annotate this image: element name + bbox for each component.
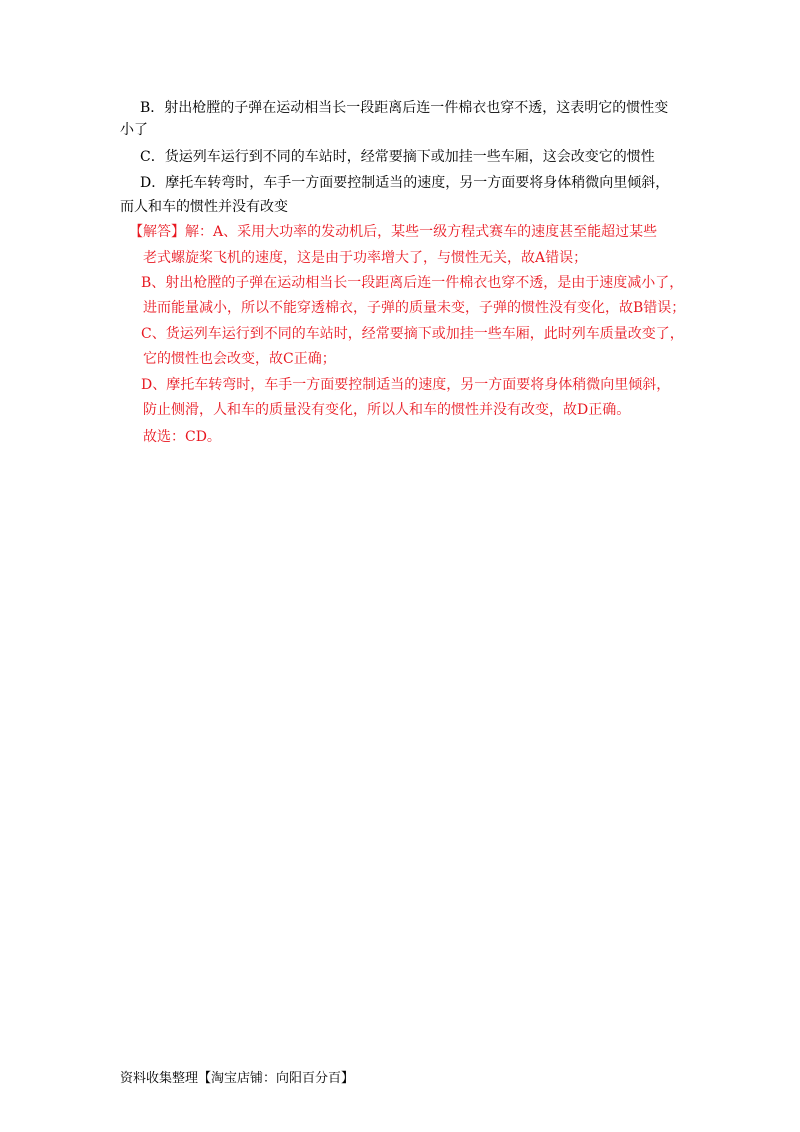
answer-line-7: D、摩托车转弯时，车手一方面要控制适当的速度，另一方面要将身体稍微向里倾斜， xyxy=(141,377,671,393)
answer-line-8: 防止侧滑，人和车的质量没有变化，所以人和车的惯性并没有改变，故D正确。 xyxy=(143,402,631,418)
answer-line-2: 老式螺旋桨飞机的速度，这是由于功率增大了，与惯性无关，故A错误； xyxy=(143,250,588,266)
option-c-line-1: C．货运列车运行到不同的车站时，经常要摘下或加挂一些车厢，这会改变它的惯性 xyxy=(140,149,655,165)
option-d-line-1: D．摩托车转弯时，车手一方面要控制适当的速度，另一方面要将身体稍微向里倾斜， xyxy=(140,175,670,191)
answer-line-6: 它的惯性也会改变，故C正确； xyxy=(143,351,336,367)
answer-line-3: B、射出枪膛的子弹在运动相当长一段距离后连一件棉衣也穿不透，是由于速度减小了， xyxy=(141,275,684,291)
option-d-line-2: 而人和车的惯性并没有改变 xyxy=(120,199,288,215)
answer-line-5: C、货运列车运行到不同的车站时，经常要摘下或加挂一些车厢，此时列车质量改变了， xyxy=(141,326,684,342)
option-b-line-1: B．射出枪膛的子弹在运动相当长一段距离后连一件棉衣也穿不透，这表明它的惯性变 xyxy=(140,100,669,116)
page-footer: 资料收集整理【淘宝店铺：向阳百分百】 xyxy=(120,1071,355,1086)
answer-line-9: 故选：CD。 xyxy=(143,429,221,445)
option-b-line-2: 小了 xyxy=(120,122,148,138)
answer-line-4: 进而能量减小，所以不能穿透棉衣，子弹的质量未变，子弹的惯性没有变化，故B错误； xyxy=(143,300,686,316)
answer-line-1: 【解答】解：A、采用大功率的发动机后，某些一级方程式赛车的速度甚至能超过某些 xyxy=(129,224,658,240)
